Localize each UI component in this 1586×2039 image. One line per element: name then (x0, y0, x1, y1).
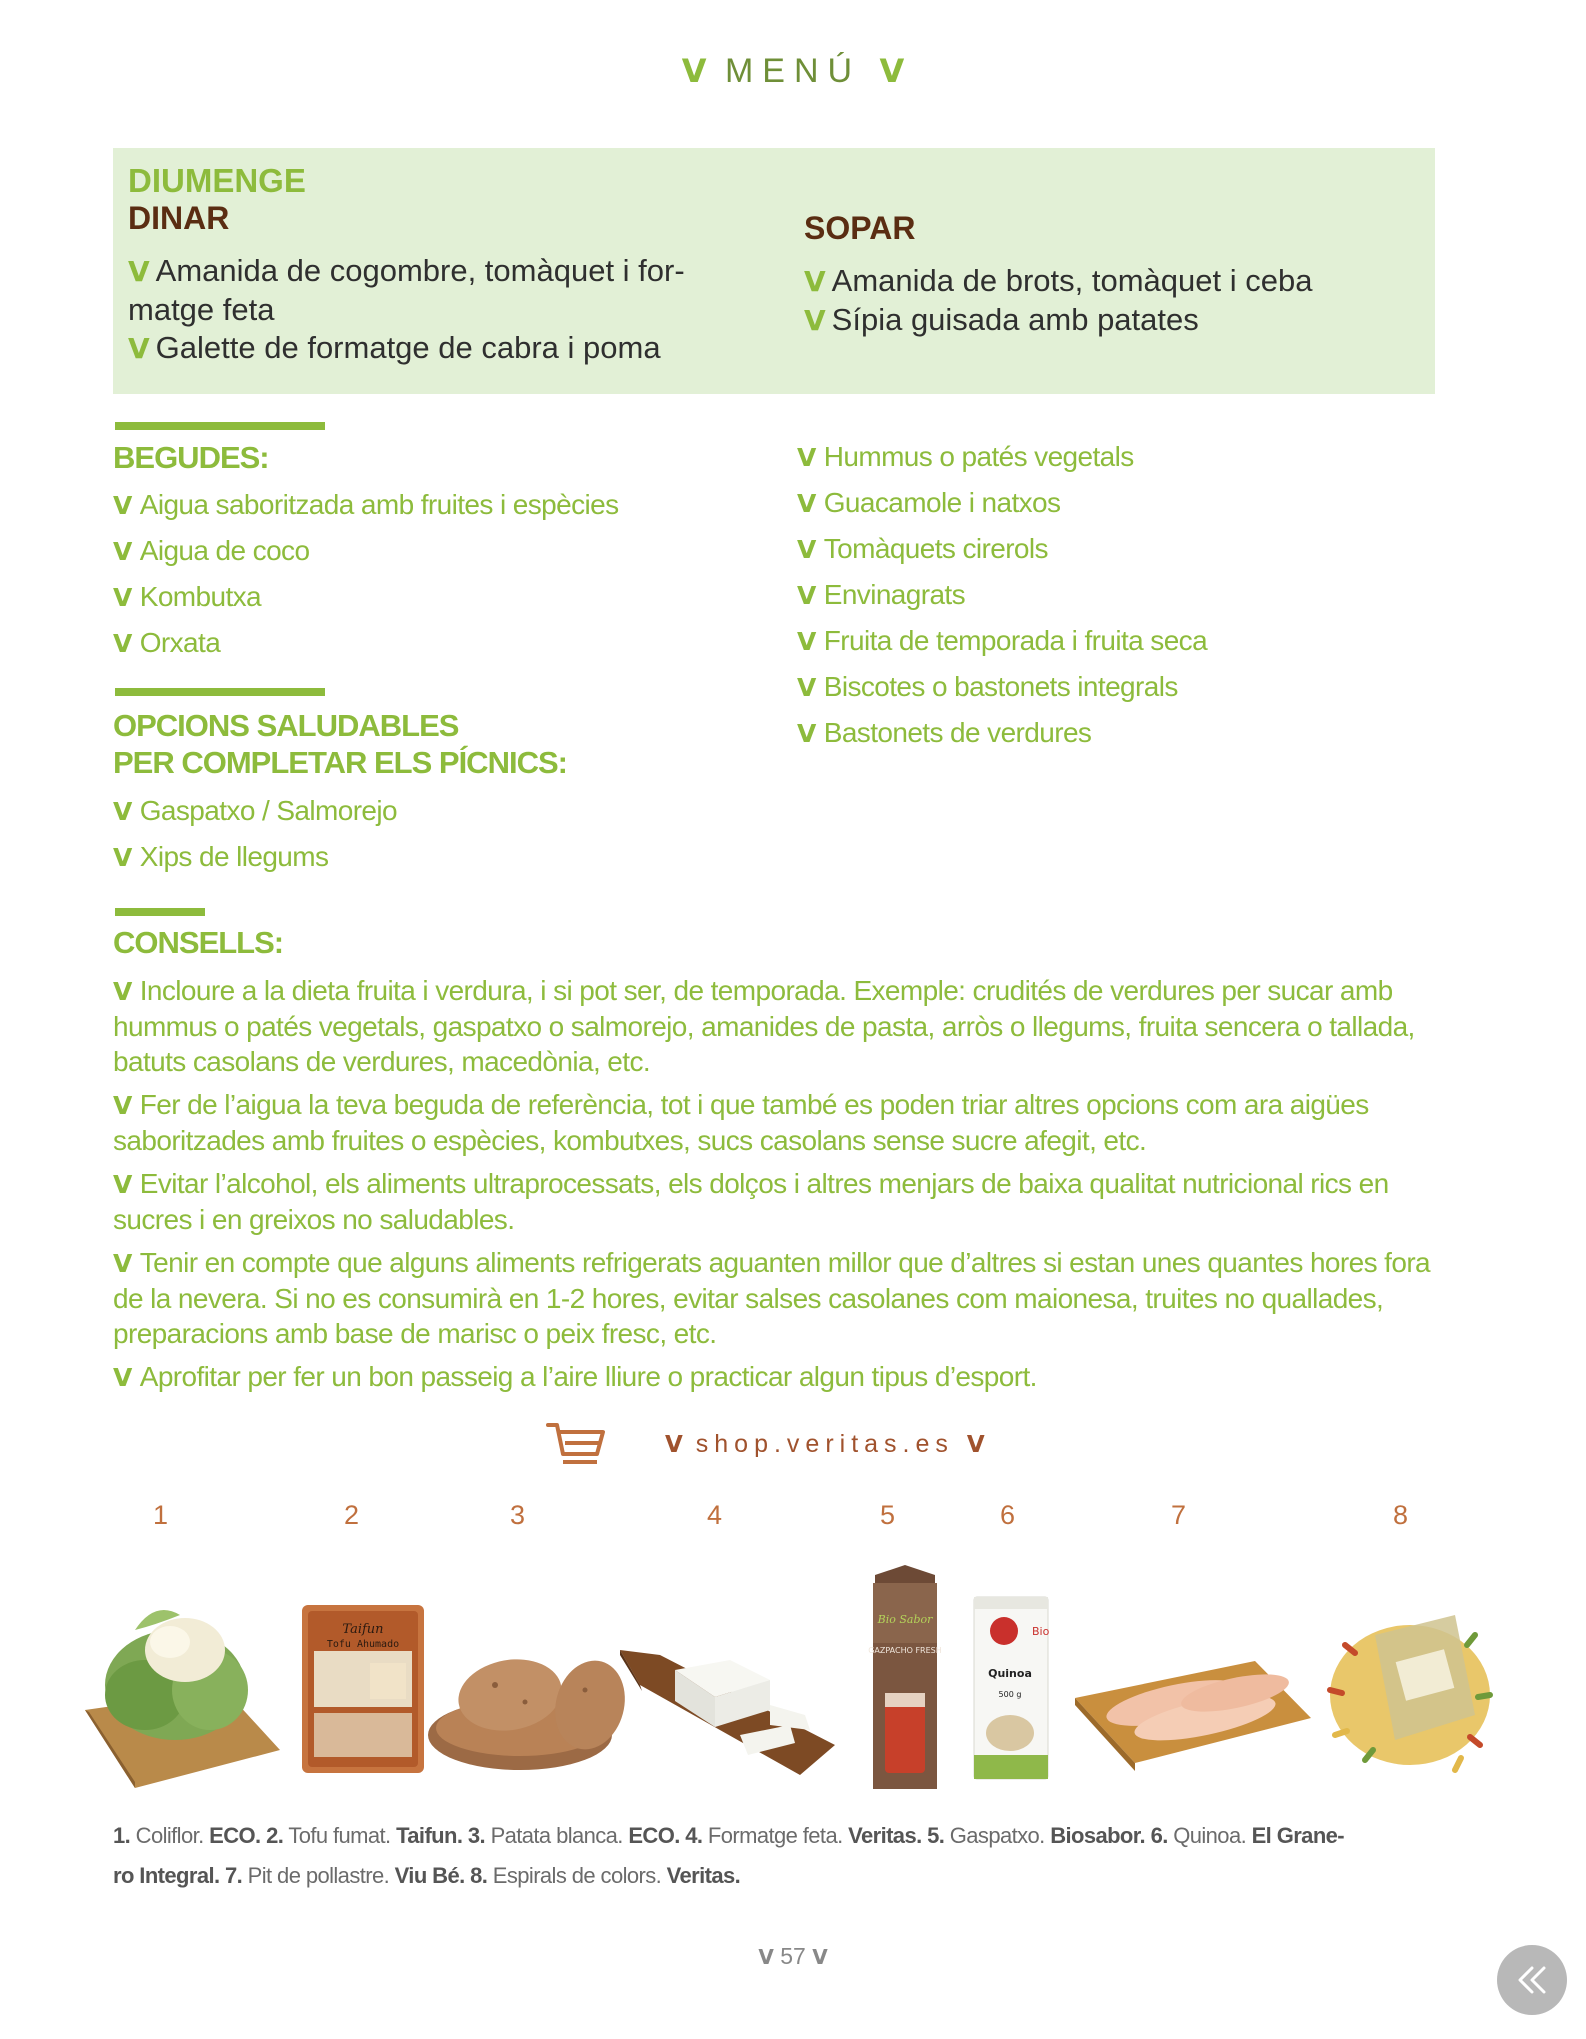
begudes-title: BEGUDES: (113, 440, 269, 475)
tofu-brand: Taifun (342, 1622, 384, 1637)
v-bullet-icon: V (797, 535, 816, 564)
list-item: V Amanida de cogombre, tomàquet i for-matge feta (128, 253, 685, 327)
potatoes-image (425, 1640, 640, 1780)
lunch-list (128, 252, 728, 368)
product-number: 6 (1000, 1500, 1016, 1530)
consells-title: CONSELLS: (113, 925, 284, 960)
day-title: DIUMENGE (128, 162, 306, 199)
tofu-label: Tofu Ahumado (326, 1639, 400, 1650)
v-bullet-icon: V (128, 255, 150, 288)
list-item: V Orxata (113, 627, 221, 658)
v-bullet-icon: V (797, 581, 816, 610)
product-number: 1 (153, 1500, 169, 1530)
list-item: V Aigua de coco (113, 535, 310, 566)
gazpacho-carton-image (865, 1563, 945, 1793)
v-marker-icon: V (966, 1432, 985, 1458)
section-divider (115, 422, 325, 430)
quinoa-bag-image (970, 1593, 1052, 1783)
dinner-title: SOPAR (804, 210, 916, 246)
v-bullet-icon: V (797, 673, 816, 702)
shopping-cart-icon (545, 1420, 607, 1472)
v-bullet-icon: V (113, 583, 132, 612)
v-bullet-icon: V (797, 627, 816, 656)
list-item: V Xips de llegums (113, 841, 329, 872)
tip-item: V Tenir en compte que alguns aliments refrigerats aguanten millor que d’altres si estan unes quantes hores fora de la nevera. Si no es consumirà en 1-2 hores, evitar salses casolanes com maionesa, truites no quallades, preparacions amb base de marisc o peix fresc, etc. (113, 1247, 1431, 1349)
list-item: V Amanida de brots, tomàquet i ceba (804, 263, 1313, 298)
v-marker-icon: V (879, 52, 905, 90)
v-bullet-icon: V (113, 1091, 132, 1120)
v-bullet-icon: V (113, 1363, 132, 1392)
v-bullet-icon: V (113, 629, 132, 658)
v-bullet-icon: V (804, 304, 826, 337)
v-bullet-icon: V (113, 843, 132, 872)
dinner-list (804, 262, 1424, 340)
page-number: V 57 V (758, 1943, 828, 1969)
lunch-title: DINAR (128, 200, 230, 236)
product-number: 2 (344, 1500, 360, 1530)
caption-line: ro Integral. 7. Pit de pollastre. Viu Bé. 8. Espirals de colors. Veritas. (113, 1863, 741, 1888)
list-item: V Gaspatxo / Salmorejo (113, 795, 397, 826)
v-marker-icon: V (665, 1432, 683, 1458)
list-item: V Hummus o patés vegetals (797, 441, 1134, 472)
product-number: 3 (510, 1500, 526, 1530)
tip-item: V Evitar l’alcohol, els aliments ultraprocessats, els dolços i altres menjars de baixa qualitat nutricional rics en sucres i en greixos no saludables. (113, 1168, 1389, 1235)
product-number: 5 (880, 1500, 896, 1530)
list-item: V Biscotes o bastonets integrals (797, 671, 1178, 702)
tofu-package-image (300, 1603, 426, 1775)
v-bullet-icon: V (804, 265, 826, 298)
begudes-list (113, 482, 733, 666)
v-marker-icon: V (812, 1945, 828, 1969)
v-bullet-icon: V (113, 977, 132, 1006)
picnic-options-list (797, 434, 1417, 756)
v-bullet-icon: V (797, 489, 816, 518)
shop-link[interactable] (545, 1420, 1145, 1480)
opcions-list (113, 788, 733, 880)
quinoa-badge: Bio (1032, 1625, 1050, 1638)
tip-item: V Aprofitar per fer un bon passeig a l’aire lliure o practicar algun tipus d’esport. (113, 1361, 1037, 1392)
v-bullet-icon: V (797, 719, 816, 748)
shop-url[interactable]: V shop.veritas.es V (665, 1430, 985, 1458)
list-item: V Envinagrats (797, 579, 966, 610)
back-button[interactable] (1497, 1945, 1567, 2015)
list-item: V Guacamole i natxos (797, 487, 1061, 518)
gazpacho-brand: Bio Sabor (877, 1613, 933, 1626)
list-item: V Kombutxa (113, 581, 262, 612)
gazpacho-label: GAZPACHO FRESH (868, 1646, 942, 1655)
products-caption (113, 1816, 1453, 1896)
opcions-title: OPCIONS SALUDABLES PER COMPLETAR ELS PÍCNICS: (113, 708, 567, 780)
v-bullet-icon: V (113, 491, 132, 520)
caption-line: 1. Coliflor. ECO. 2. Tofu fumat. Taifun. 3. Patata blanca. ECO. 4. Formatge feta. Veritas. 5. Gaspatxo. Biosabor. 6. Quinoa. El Grane- (113, 1823, 1345, 1848)
product-number: 8 (1393, 1500, 1409, 1530)
tip-item: V Fer de l’aigua la teva beguda de referència, tot i que també es poden triar altres opcions com ara aigües saboritzades amb fruites o espècies, kombutxes, sucs casolans sense sucre afegit, etc. (113, 1089, 1369, 1156)
double-chevron-left-icon (1512, 1960, 1552, 2000)
product-number: 4 (707, 1500, 723, 1530)
v-bullet-icon: V (113, 1249, 132, 1278)
v-marker-icon: V (758, 1945, 774, 1969)
cauliflower-image (75, 1590, 285, 1790)
menu-title (0, 52, 1586, 91)
v-bullet-icon: V (128, 332, 150, 365)
v-marker-icon: V (681, 52, 707, 90)
list-item: V Aigua saboritzada amb fruites i espècies (113, 489, 619, 520)
list-item: V Bastonets de verdures (797, 717, 1092, 748)
tips-list (113, 973, 1453, 1403)
v-bullet-icon: V (797, 443, 816, 472)
section-divider (115, 908, 205, 916)
feta-cheese-image (620, 1635, 845, 1780)
list-item: V Tomàquets cirerols (797, 533, 1048, 564)
spiral-pasta-image (1305, 1585, 1505, 1785)
tip-item: V Incloure a la dieta fruita i verdura, i si pot ser, de temporada. Exemple: crudités de verdures per sucar amb hummus o patés vegetals, gaspatxo o salmorejo, amanides de pasta, arròs o llegums, fruita sencera o tallada, batuts casolans de verdures, macedònia, etc. (113, 975, 1415, 1077)
list-item: V Fruita de temporada i fruita seca (797, 625, 1208, 656)
v-bullet-icon: V (113, 537, 132, 566)
menu-title-text: MENÚ (724, 52, 862, 90)
quinoa-label: Quinoa (988, 1667, 1032, 1680)
product-number: 7 (1171, 1500, 1187, 1530)
quinoa-weight: 500 g (998, 1690, 1022, 1699)
chicken-breast-image (1075, 1643, 1315, 1778)
v-bullet-icon: V (113, 797, 132, 826)
v-bullet-icon: V (113, 1170, 132, 1199)
section-divider (115, 688, 325, 696)
list-item: V Galette de formatge de cabra i poma (128, 330, 661, 365)
list-item: V Sípia guisada amb patates (804, 302, 1199, 337)
